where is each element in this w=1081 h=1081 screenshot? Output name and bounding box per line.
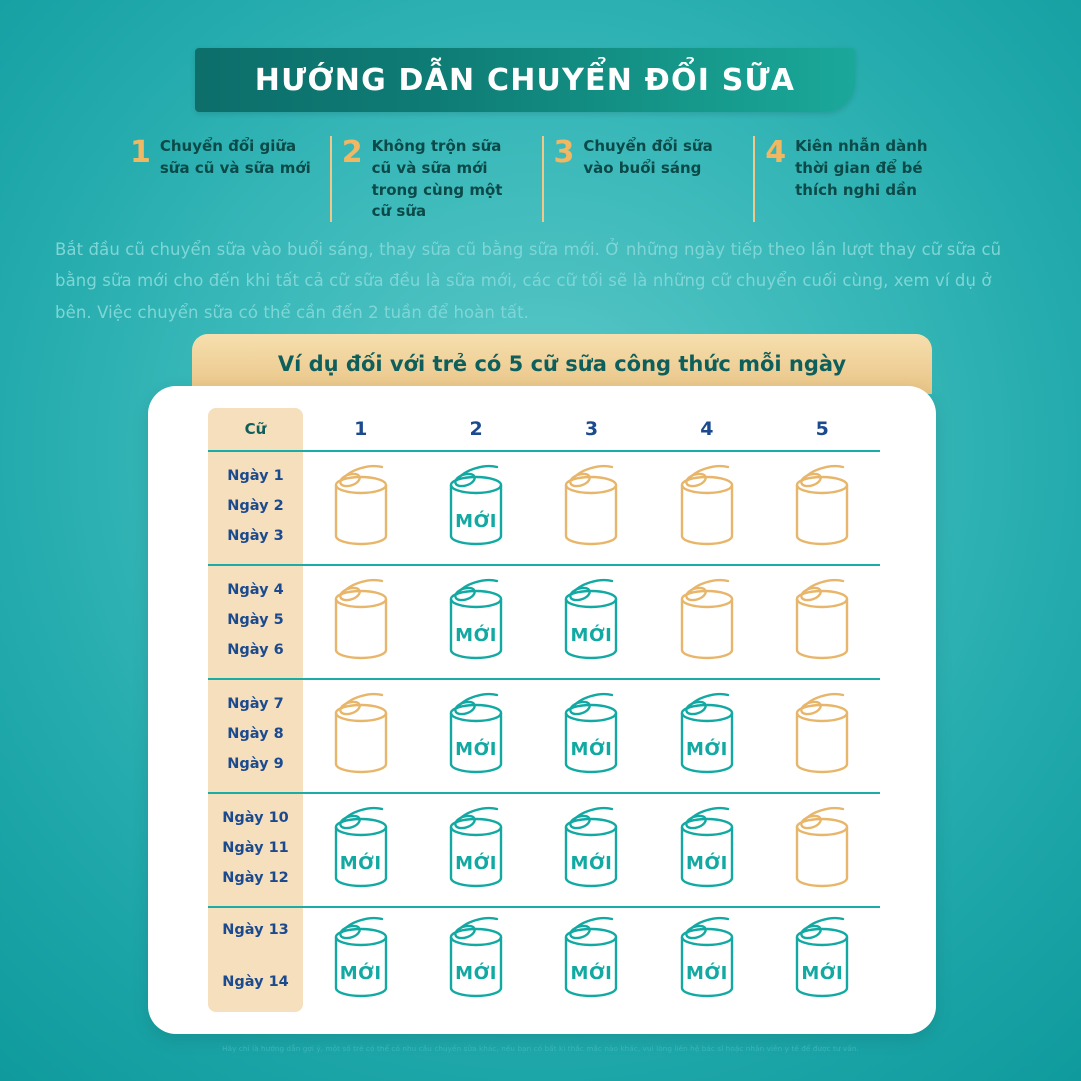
day-label: Ngày 1 xyxy=(227,468,284,485)
new-milk-label: MỚI xyxy=(455,963,497,984)
title-banner xyxy=(195,48,855,112)
table-row xyxy=(208,792,880,906)
feed-cell xyxy=(303,906,418,1012)
feed-cell xyxy=(303,564,418,678)
new-milk-label: MỚI xyxy=(455,739,497,760)
feed-cell xyxy=(418,792,533,906)
day-label-group xyxy=(208,564,303,678)
footnote: Hãy chỉ là hướng dẫn gợi ý, một số trẻ có thể có nhu cầu chuyển sữa khác, nếu bạn có bất kì thắc mắc nào khác, vui lòng liên hệ bác sĩ hoặc nhân viên y tế để được tư vấn. xyxy=(222,1043,859,1053)
milk-can-old-icon xyxy=(785,692,859,778)
feed-cells xyxy=(303,450,880,564)
feed-cell xyxy=(418,678,533,792)
new-milk-label: MỚI xyxy=(570,739,613,760)
feed-cell xyxy=(649,792,764,906)
day-label: Ngày 7 xyxy=(227,696,284,713)
feed-cell xyxy=(534,450,649,564)
feed-cell xyxy=(765,792,880,906)
column-header-5: 5 xyxy=(815,418,829,440)
table-row xyxy=(208,564,880,678)
feed-cell xyxy=(649,564,764,678)
table-header-row xyxy=(208,408,880,450)
feed-cells xyxy=(303,564,880,678)
day-label-group xyxy=(208,906,303,1012)
feed-cell xyxy=(418,906,533,1012)
day-label: Ngày 12 xyxy=(222,869,289,886)
schedule-card xyxy=(148,386,936,1034)
feed-cell xyxy=(418,450,533,564)
milk-can-new-icon xyxy=(785,916,859,1002)
day-label: Ngày 10 xyxy=(222,810,289,827)
step-number: 3 xyxy=(553,135,575,170)
step-number: 1 xyxy=(130,135,151,170)
milk-can-old-icon xyxy=(324,578,398,664)
new-milk-label: MỚI xyxy=(570,625,613,646)
new-milk-label: MỚI xyxy=(685,853,728,874)
day-label: Ngày 2 xyxy=(227,498,284,515)
milk-can-old-icon xyxy=(670,464,744,550)
new-milk-label: MỚI xyxy=(570,963,613,984)
new-milk-label: MỚI xyxy=(685,739,728,760)
milk-can-old-icon xyxy=(785,578,859,664)
day-label: Ngày 14 xyxy=(222,974,289,991)
milk-can-old-icon xyxy=(324,692,398,778)
schedule-table xyxy=(208,408,880,1012)
milk-can-new-icon xyxy=(554,806,628,892)
feed-cell xyxy=(649,450,764,564)
feed-cell xyxy=(649,906,764,1012)
new-milk-label: MỚI xyxy=(801,963,844,984)
milk-can-old-icon xyxy=(324,464,398,550)
column-header-1: 1 xyxy=(354,418,368,440)
feed-cell xyxy=(303,792,418,906)
table-row xyxy=(208,678,880,792)
milk-can-new-icon xyxy=(670,916,744,1002)
table-caption: Ví dụ đối với trẻ có 5 cữ sữa công thức mỗi ngày xyxy=(277,352,847,376)
milk-can-new-icon xyxy=(554,692,628,778)
new-milk-label: MỚI xyxy=(455,853,497,874)
milk-can-old-icon xyxy=(554,464,628,550)
step-text: Kiên nhẫn dành thời gian để bé thích nghi dần xyxy=(795,137,928,199)
page-title: HƯỚNG DẪN CHUYỂN ĐỔI SỮA xyxy=(254,62,796,98)
step-text: Chuyển đổi giữa sữa cũ và sữa mới xyxy=(159,137,311,177)
milk-can-new-icon xyxy=(439,692,513,778)
milk-can-new-icon xyxy=(670,692,744,778)
new-milk-label: MỚI xyxy=(455,511,497,532)
milk-can-new-icon xyxy=(670,806,744,892)
step-text: Chuyển đổi sữa vào buổi sáng xyxy=(583,137,713,177)
feed-cell xyxy=(534,564,649,678)
feed-cells xyxy=(303,906,880,1012)
new-milk-label: MỚI xyxy=(339,963,382,984)
feed-cell xyxy=(649,678,764,792)
new-milk-label: MỚI xyxy=(570,853,613,874)
column-header-3: 3 xyxy=(584,418,599,440)
feed-cell xyxy=(534,678,649,792)
feed-cell xyxy=(765,450,880,564)
day-label: Ngày 4 xyxy=(227,582,284,599)
day-label-group xyxy=(208,792,303,906)
day-label: Ngày 3 xyxy=(227,527,284,544)
milk-can-old-icon xyxy=(785,464,859,550)
column-header-2: 2 xyxy=(469,418,483,440)
step-item xyxy=(753,136,965,222)
table-row xyxy=(208,906,880,1012)
day-label: Ngày 8 xyxy=(227,726,284,743)
feed-cells xyxy=(303,678,880,792)
milk-can-new-icon xyxy=(324,916,398,1002)
day-label: Ngày 13 xyxy=(222,922,289,938)
step-number: 2 xyxy=(341,135,363,170)
step-text: Không trộn sữa cũ và sữa mới trong cùng một cữ sữa xyxy=(371,137,503,221)
milk-can-new-icon xyxy=(554,578,628,664)
milk-can-new-icon xyxy=(439,578,513,664)
day-label: Ngày 6 xyxy=(227,641,284,658)
day-label: Ngày 11 xyxy=(222,840,289,857)
feed-cell xyxy=(303,678,418,792)
feed-cell xyxy=(418,564,533,678)
milk-can-old-icon xyxy=(670,578,744,664)
feed-cells xyxy=(303,792,880,906)
column-header-4: 4 xyxy=(700,418,714,440)
intro-paragraph: Bắt đầu cũ chuyển sữa vào buổi sáng, thay sữa cũ bằng sữa mới. Ở những ngày tiếp theo lần lượt thay cữ sữa cũ bằng sữa mới cho đến khi tất cả cữ sữa đều là sữa mới, các cữ tối sẽ là những cữ chuyển cuối cùng, xem ví dụ ở bên. Việc chuyển sữa có thể cần đến 2 tuần để hoàn tất. xyxy=(55,240,1002,322)
milk-can-new-icon xyxy=(439,916,513,1002)
day-label: Ngày 9 xyxy=(227,755,284,772)
day-label: Ngày 5 xyxy=(227,612,284,629)
feed-cell xyxy=(534,906,649,1012)
milk-can-new-icon xyxy=(324,806,398,892)
feed-cell xyxy=(765,564,880,678)
milk-can-new-icon xyxy=(554,916,628,1002)
day-label-group xyxy=(208,678,303,792)
step-item xyxy=(120,136,330,222)
new-milk-label: MỚI xyxy=(339,853,382,874)
feed-cell xyxy=(303,450,418,564)
new-milk-label: MỚI xyxy=(455,625,497,646)
header-corner-label: Cữ xyxy=(244,420,267,438)
table-caption-banner xyxy=(192,334,932,394)
feed-cell xyxy=(765,678,880,792)
steps-list xyxy=(120,136,965,228)
feed-cell xyxy=(765,906,880,1012)
step-item xyxy=(542,136,754,222)
feed-cell xyxy=(534,792,649,906)
table-row xyxy=(208,450,880,564)
day-label-group xyxy=(208,450,303,564)
new-milk-label: MỚI xyxy=(685,963,728,984)
step-item xyxy=(330,136,542,222)
milk-can-new-icon xyxy=(439,806,513,892)
header-divider xyxy=(208,450,880,452)
step-number: 4 xyxy=(765,135,787,170)
milk-can-new-icon xyxy=(439,464,513,550)
milk-can-old-icon xyxy=(785,806,859,892)
